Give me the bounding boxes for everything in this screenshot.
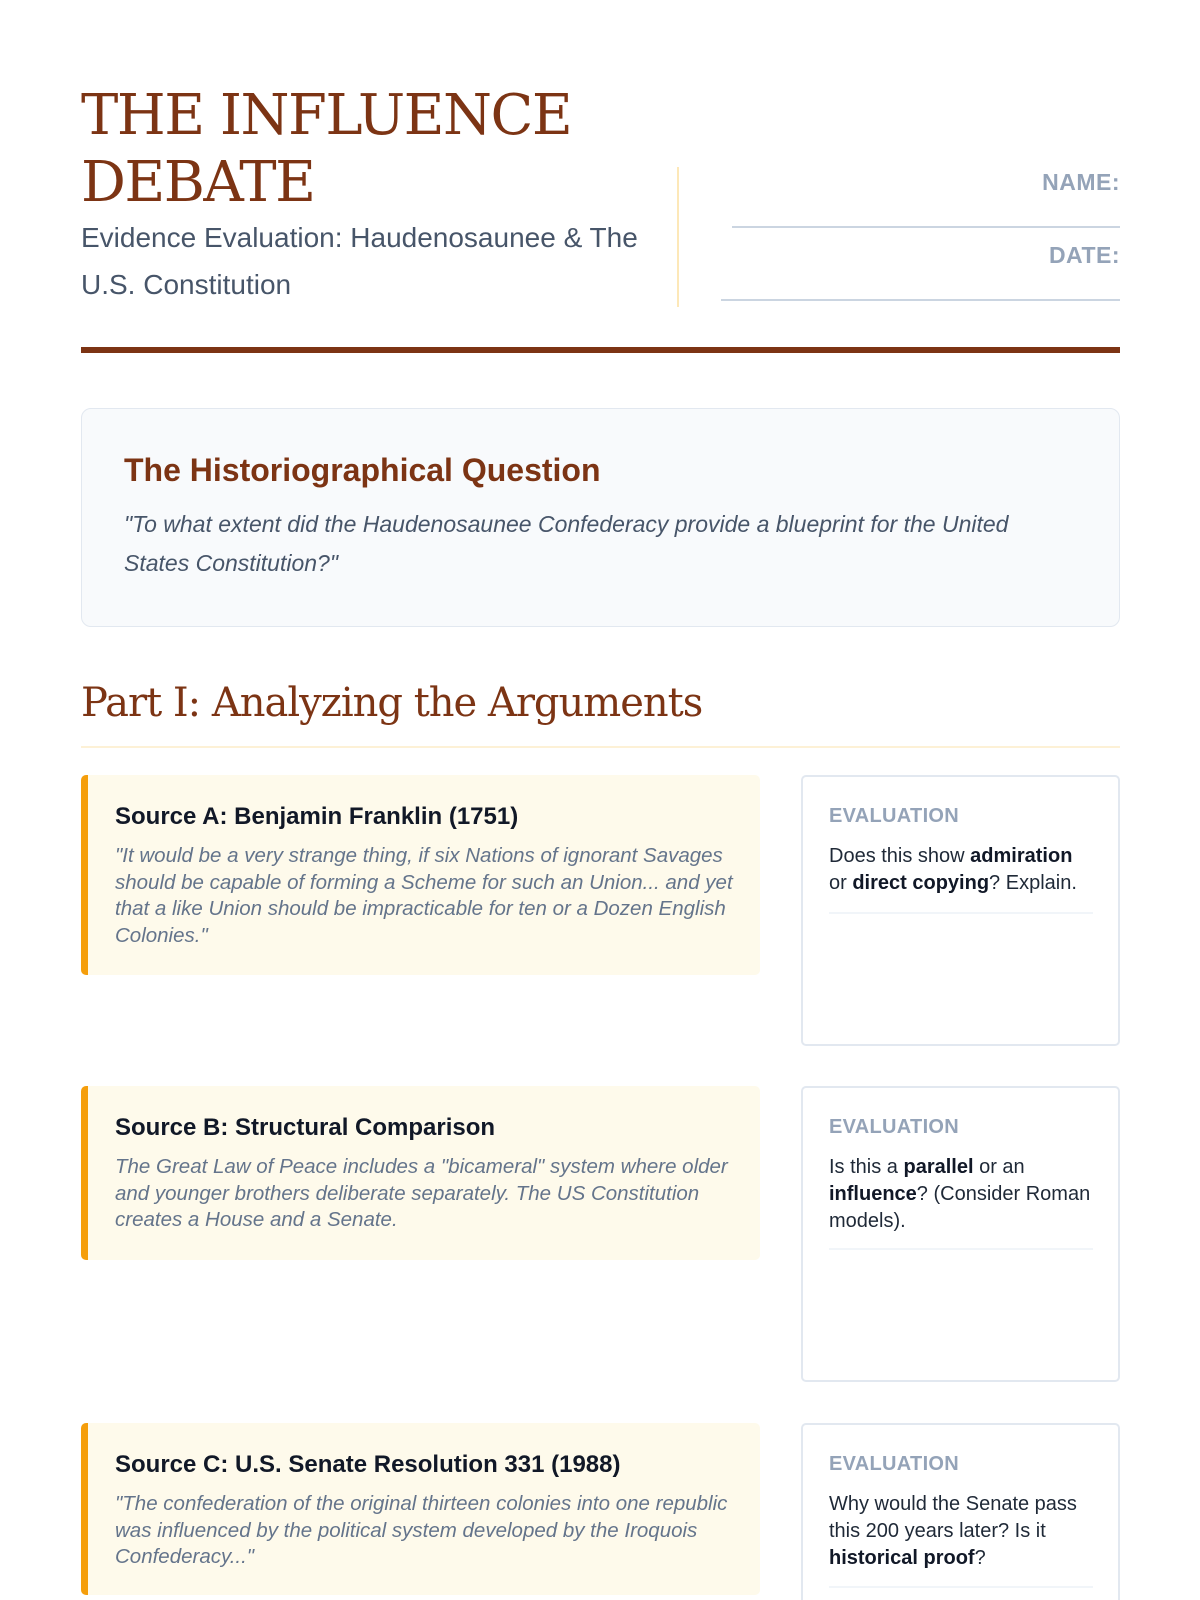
date-label: DATE:: [1048, 242, 1120, 268]
header-divider: [677, 167, 679, 307]
source-title: Source A: Benjamin Franklin (1751): [115, 803, 519, 830]
evaluation-box[interactable]: [801, 775, 1120, 1046]
question-heading: The Historiographical Question: [124, 452, 601, 488]
name-field[interactable]: [732, 226, 1120, 228]
answer-line[interactable]: [829, 1248, 1093, 1250]
answer-line[interactable]: [829, 912, 1093, 914]
worksheet-page: [81, 0, 1120, 1600]
source-card: [81, 1423, 760, 1595]
part-heading: Part I: Analyzing the Arguments: [81, 680, 703, 726]
evaluation-prompt: Why would the Senate pass this 200 years later? Is it historical proof?: [829, 1493, 1077, 1569]
header-rule: [81, 347, 1120, 353]
source-text: The Great Law of Peace includes a "bicameral" system where older and younger brothers deliberate separately. The US Constitution creates a House and a Senate.: [115, 1155, 728, 1231]
evaluation-box[interactable]: [801, 1086, 1120, 1382]
source-title: Source B: Structural Comparison: [115, 1114, 496, 1141]
worksheet-subtitle: Evidence Evaluation: Haudenosaunee & The U.S. Constitution: [81, 222, 638, 300]
source-card: [81, 1086, 760, 1260]
name-label: NAME:: [1042, 169, 1120, 195]
part-divider: [81, 746, 1120, 748]
source-card: [81, 775, 760, 975]
evaluation-prompt: Does this show admiration or direct copying? Explain.: [829, 845, 1077, 894]
question-box: [81, 408, 1120, 627]
evaluation-box[interactable]: [801, 1423, 1120, 1600]
source-text: "The confederation of the original thirteen colonies into one republic was influenced by the political system developed by the Iroquois Confederacy...": [115, 1492, 728, 1568]
date-field[interactable]: [721, 299, 1120, 301]
evaluation-label: EVALUATION: [829, 805, 960, 827]
worksheet-title: THE INFLUENCE DEBATE: [81, 83, 572, 215]
answer-line[interactable]: [829, 1586, 1093, 1588]
question-text: "To what extent did the Haudenosaunee Confederacy provide a blueprint for the United States Constitution?": [124, 511, 1009, 576]
evaluation-prompt: Is this a parallel or an influence? (Consider Roman models).: [829, 1156, 1091, 1232]
evaluation-label: EVALUATION: [829, 1453, 960, 1475]
source-text: "It would be a very strange thing, if six Nations of ignorant Savages should be capable of forming a Scheme for such an Union... and yet that a like Union should be impracticable for ten or a Dozen English Colonies.": [115, 844, 733, 947]
evaluation-label: EVALUATION: [829, 1116, 960, 1138]
source-title: Source C: U.S. Senate Resolution 331 (1988): [115, 1451, 621, 1478]
